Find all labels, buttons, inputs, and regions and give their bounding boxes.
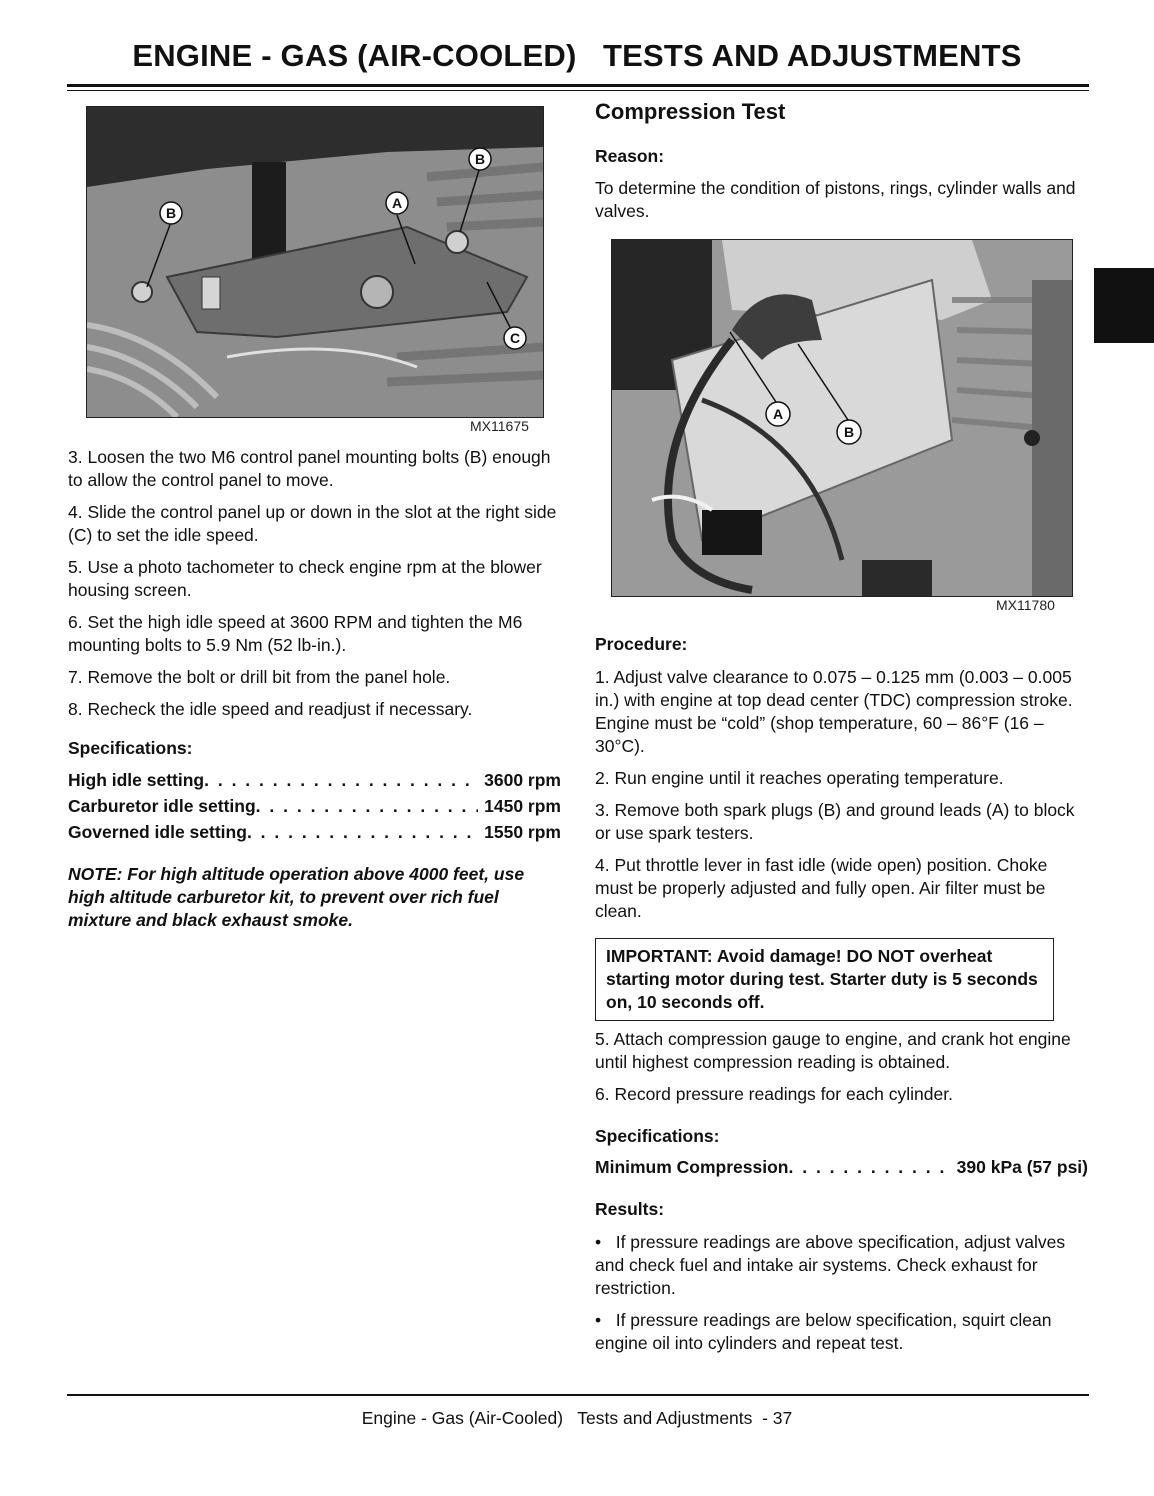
callout-b-spark-plug [837,420,861,444]
left-spec-table [68,767,561,845]
procedure-heading: Procedure: [595,634,688,654]
procedure-steps-continued [595,1028,1087,1106]
svg-text:A: A [772,406,784,422]
step-7: 7. Remove the bolt or drill bit from the panel hole. [68,667,451,687]
right-spec-table [595,1154,1088,1180]
spec-row-governed-idle: Governed idle setting . . . 1550 rpm [68,819,561,845]
results-heading: Results: [595,1199,665,1219]
svg-text:B: B [474,151,486,167]
spark-plug-photo [611,239,1073,597]
important-callout: IMPORTANT: Avoid damage! DO NOT overheat starting motor during test. Starter duty is 5 seconds on, 10 seconds off. [595,938,1054,1021]
altitude-note: NOTE: For high altitude operation above 4000 feet, use high altitude carburetor kit, to prevent over rich fuel mixture and black exhaust smoke. [68,864,525,930]
callout-c [504,327,526,349]
spec-row-min-compression: Minimum Compression . . . 390 kPa (57 psi) [595,1154,1088,1180]
reason-heading: Reason: [595,146,665,166]
left-steps [68,446,563,721]
step-8: 8. Recheck the idle speed and readjust if necessary. [68,699,473,719]
step-5: 5. Use a photo tachometer to check engine rpm at the blower housing screen. [68,557,542,600]
header-rule-thin [67,90,1089,91]
step-3: 3. Loosen the two M6 control panel mounting bolts (B) enough to allow the control panel to move. [68,447,551,490]
svg-text:A: A [391,195,403,211]
results-list [595,1231,1087,1355]
page-footer: Engine - Gas (Air-Cooled) Tests and Adjustments - 37 [361,1408,793,1428]
svg-text:B: B [843,424,855,440]
result-item-below: • If pressure readings are below specification, squirt clean engine oil into cylinders and repeat test. [595,1310,1052,1353]
proc-step-1: 1. Adjust valve clearance to 0.075 – 0.125 mm (0.003 – 0.005 in.) with engine at top dead center (TDC) compression stroke. Engine must be “cold” (shop temperature, 60 – 86°F (16 – 30°C). [595,667,1073,756]
figure-id-left: MX11675 [470,418,529,434]
callout-a-ground-lead [766,402,790,426]
bullet-glyph: • [595,1232,616,1252]
step-4: 4. Slide the control panel up or down in the slot at the right side (C) to set the idle speed. [68,502,557,545]
proc-step-3: 3. Remove both spark plugs (B) and ground leads (A) to block or use spark testers. [595,800,1075,843]
result-item-above: • If pressure readings are above specification, adjust valves and check fuel and intake air systems. Check exhaust for restriction. [595,1232,1066,1298]
svg-text:B: B [165,205,177,221]
procedure-steps [595,666,1087,923]
proc-step-4: 4. Put throttle lever in fast idle (wide open) position. Choke must be properly adjusted and fully open. Air filter must be clean. [595,855,1048,921]
callout-b-left [160,202,182,224]
section-title: Compression Test [595,99,786,124]
proc-step-2: 2. Run engine until it reaches operating temperature. [595,768,1004,788]
footer-rule [67,1394,1089,1396]
spec-row-high-idle: High idle setting . . . 3600 rpm [68,767,561,793]
callout-a [386,192,408,214]
proc-step-5: 5. Attach compression gauge to engine, and crank hot engine until highest compression reading is obtained. [595,1029,1071,1072]
proc-step-6: 6. Record pressure readings for each cylinder. [595,1084,953,1104]
control-panel-photo [86,106,544,418]
right-spec-heading: Specifications: [595,1126,720,1146]
svg-text:C: C [509,330,521,346]
spec-row-carburetor-idle: Carburetor idle setting . . . 1450 rpm [68,793,561,819]
reason-text: To determine the condition of pistons, rings, cylinder walls and valves. [595,178,1076,221]
bullet-glyph: • [595,1310,616,1330]
figure-id-right: MX11780 [996,597,1055,613]
section-tab-marker [1094,268,1154,343]
left-spec-heading: Specifications: [68,738,193,758]
step-6: 6. Set the high idle speed at 3600 RPM and tighten the M6 mounting bolts to 5.9 Nm (52 lb-in.). [68,612,523,655]
page-title: ENGINE - GAS (AIR-COOLED) TESTS AND ADJUSTMENTS [132,38,1022,73]
header-rule [67,84,1089,87]
callout-b-right [469,148,491,170]
